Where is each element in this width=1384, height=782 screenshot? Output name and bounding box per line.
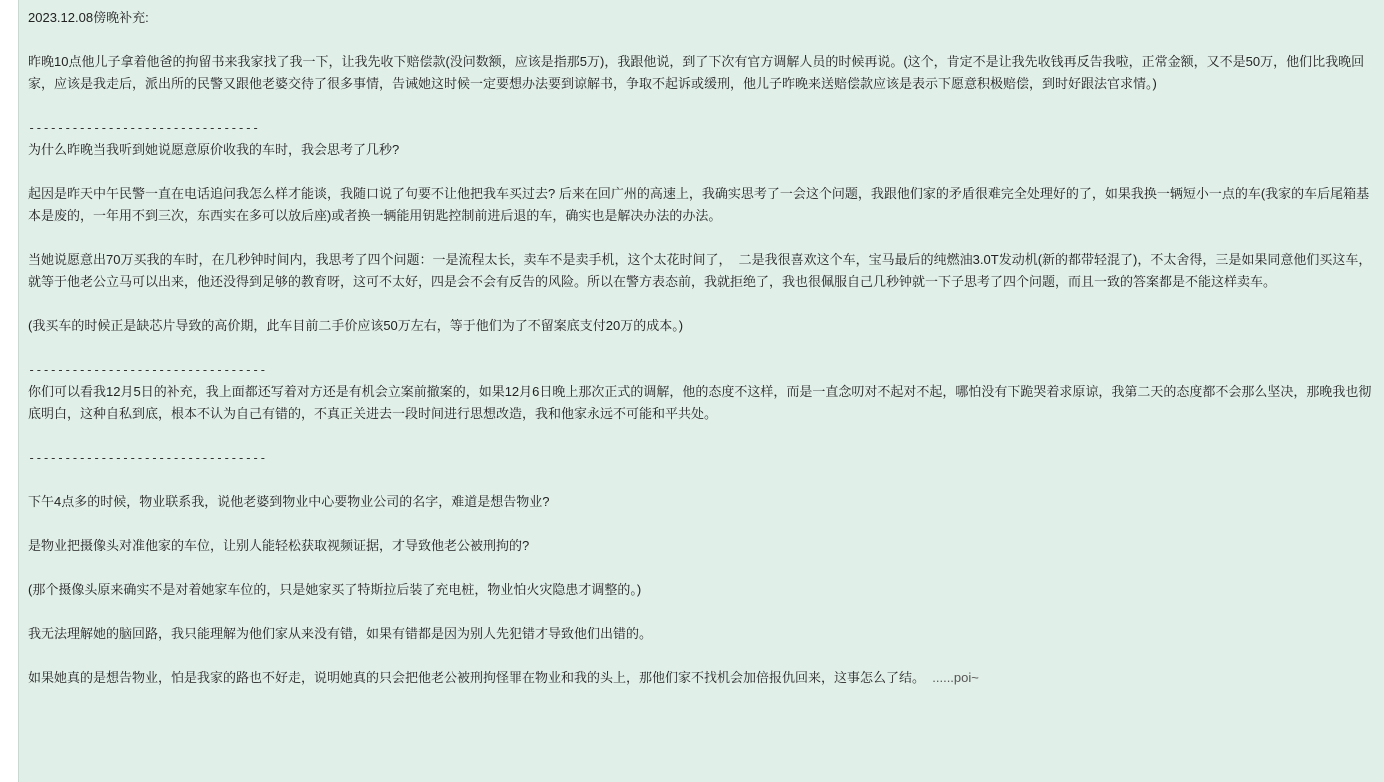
date-line: 2023.12.08傍晚补充:	[28, 10, 149, 25]
signoff-text: ......poi~	[932, 670, 979, 685]
separator: ---------------------------------	[28, 451, 267, 465]
paragraph: 当她说愿意出70万买我的车时，在几秒钟时间内，我思考了四个问题：一是流程太长，卖车不是卖手机，这个太花时间了， 二是我很喜欢这个车，宝马最后的纯燃油3.0T发动机(新的都带轻混了)，不太舍得，三是如果同意他们买这车，就等于他老公立马可以出来，他还没得到足够的教育呀，这可不太好，四是会不会有反告的风险。所以在警方表态前，我就拒绝了，我也很佩服自己几秒钟就一下子思考了四个问题，而且一致的答案都是不能这样卖车。	[28, 252, 1372, 289]
paragraph: 下午4点多的时候，物业联系我，说他老婆到物业中心要物业公司的名字，难道是想告物业?	[28, 494, 550, 509]
paragraph: (那个摄像头原来确实不是对着她家车位的，只是她家买了特斯拉后装了充电桩，物业怕火灾隐患才调整的。)	[28, 582, 642, 597]
spacer	[28, 469, 1384, 491]
spacer	[28, 557, 1384, 579]
separator: --------------------------------	[28, 121, 260, 135]
spacer	[28, 161, 1384, 183]
paragraph	[28, 667, 1384, 689]
spacer	[28, 645, 1384, 667]
separator: ---------------------------------	[28, 363, 267, 377]
question-heading: 为什么昨晚当我听到她说愿意原价收我的车时，我会思考了几秒?	[28, 142, 400, 157]
spacer	[28, 337, 1384, 359]
spacer	[28, 425, 1384, 447]
paragraph: (我买车的时候正是缺芯片导致的高价期，此车目前二手价应该50万左右，等于他们为了不留案底支付20万的成本。)	[28, 318, 684, 333]
spacer	[28, 293, 1384, 315]
paragraph: 我无法理解她的脑回路，我只能理解为他们家从来没有错，如果有错都是因为别人先犯错才导致他们出错的。	[28, 626, 653, 641]
spacer	[28, 29, 1384, 51]
spacer	[28, 513, 1384, 535]
paragraph: 起因是昨天中午民警一直在电话追问我怎么样才能谈，我随口说了句要不让他把我车买过去? 后来在回广州的高速上，我确实思考了一会这个问题，我跟他们家的矛盾很难完全处理好的了，如果我换一辆短小一点的车(我家的车后尾箱基本是废的，一年用不到三次，东西实在多可以放后座)或者换一辆能用钥匙控制前进后退的车，确实也是解决办法的办法。	[28, 186, 1370, 223]
paragraph: 是物业把摄像头对准他家的车位，让别人能轻松获取视频证据，才导致他老公被刑拘的?	[28, 538, 530, 553]
spacer	[28, 601, 1384, 623]
paragraph: 你们可以看我12月5日的补充，我上面都还写着对方还是有机会立案前撤案的，如果12月6日晚上那次正式的调解，他的态度不这样，而是一直念叨对不起对不起，哪怕没有下跪哭着求原谅，我第二天的态度都不会那么坚决，那晚我也彻底明白，这种自私到底，根本不认为自己有错的，不真正关进去一段时间进行思想改造，我和他家永远不可能和平共处。	[28, 384, 1372, 421]
spacer	[28, 227, 1384, 249]
spacer	[28, 95, 1384, 117]
paragraph: 昨晚10点他儿子拿着他爸的拘留书来我家找了我一下，让我先收下赔偿款(没问数额，应该是指那5万)，我跟他说，到了下次有官方调解人员的时候再说。(这个，肯定不是让我先收钱再反告我啦，正常金额，又不是50万，他们比我晚回家，应该是我走后，派出所的民警又跟他老婆交待了很多事情，告诫她这时候一定要想办法要到谅解书，争取不起诉或缓刑，他儿子昨晚来送赔偿款应该是表示下愿意积极赔偿，到时好跟法官求情。)	[28, 54, 1365, 91]
post-content	[18, 0, 1384, 782]
paragraph-text: 如果她真的是想告物业，怕是我家的路也不好走，说明她真的只会把他老公被刑拘怪罪在物业和我的头上，那他们家不找机会加倍报仇回来，这事怎么了结。	[28, 670, 926, 685]
